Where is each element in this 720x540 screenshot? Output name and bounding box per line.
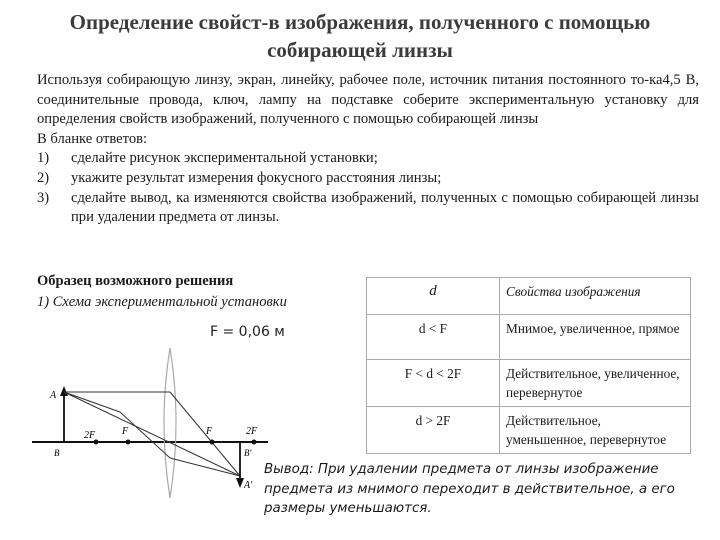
double-focus-mark-right (252, 440, 257, 445)
task-item-text: укажите результат измерения фокусного расстояния линзы; (71, 169, 442, 186)
object-arrowhead (60, 386, 68, 396)
label-focus-left: F (122, 426, 129, 437)
table-row (367, 360, 691, 407)
task-item (37, 169, 699, 189)
task-item-text: сделайте вывод, ка изменяются свойства изображений, полученных с помощью собирающей линзы при удалении предмета от линзы. (71, 189, 699, 226)
task-intro: Используя собирающую линзу, экран, линейку, рабочее поле, источник питания постоянного то-ка4,5 В, соединительные провода, ключ, лампу на подставке соберите экспериментальную установку для определения свойств изображений, полученного с помощью собирающей линзы (37, 72, 699, 128)
focus-mark-left (126, 440, 131, 445)
task-item-text: сделайте рисунок экспериментальной установки; (71, 150, 378, 167)
cell-distance: d > 2F (367, 407, 500, 454)
task-item (37, 189, 699, 228)
ray-focal (64, 392, 120, 412)
header-properties: Свойства изображения (500, 278, 691, 315)
table-row (367, 407, 691, 454)
focus-mark-right (210, 440, 215, 445)
cell-properties: Действительное, уменьшенное, перевернутое (500, 407, 691, 454)
task-item-number: 3) (37, 189, 50, 206)
label-image-top: A' (244, 480, 253, 491)
page-title: Определение свойст-в изображения, полученного с помощью собирающей линзы (69, 10, 651, 62)
properties-table (366, 277, 691, 454)
ray-focal-out (170, 458, 240, 476)
scheme-label: 1) Схема экспериментальной установки (37, 294, 287, 310)
lens-ray-diagram (30, 330, 270, 500)
blank-label: В бланке ответов: (37, 130, 148, 147)
conclusion-text: Вывод: При удалении предмета от линзы изображение предмета из мнимого переходит в действительное, а его размеры уменьшаются. (264, 462, 675, 516)
cell-distance: F < d < 2F (367, 360, 500, 407)
converging-lens (164, 348, 176, 498)
image-arrowhead (236, 478, 244, 488)
label-axis-start: B (54, 448, 60, 458)
label-double-focus-right: 2F (246, 426, 258, 437)
task-item (37, 149, 699, 169)
label-object-top: A (50, 390, 57, 401)
task-text (37, 71, 699, 228)
table-header-row (367, 278, 691, 315)
solution-title: Образец возможного решения (37, 273, 234, 289)
ray-refracted (170, 392, 240, 476)
cell-properties: Мнимое, увеличенное, прямое (500, 315, 691, 360)
header-distance: d (367, 278, 500, 315)
task-item-number: 2) (37, 169, 50, 186)
cell-distance: d < F (367, 315, 500, 360)
table-row (367, 315, 691, 360)
focal-length: F = 0,06 м (210, 324, 285, 340)
label-double-focus: 2F (84, 430, 96, 441)
label-focus-right: F (206, 426, 213, 437)
task-item-number: 1) (37, 150, 50, 167)
label-image-base: B' (244, 448, 252, 458)
cell-properties: Действительное, увеличенное, перевернутое (500, 360, 691, 407)
